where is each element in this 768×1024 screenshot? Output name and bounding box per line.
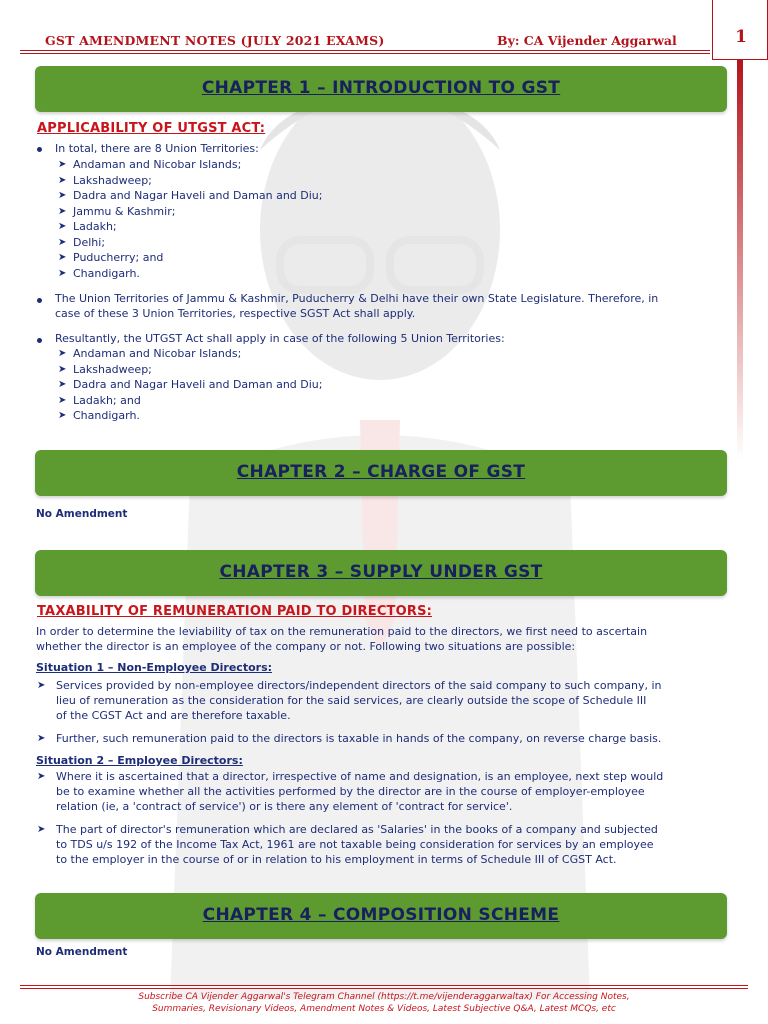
chapter-3-banner: [35, 550, 727, 596]
remuneration-section-heading: TAXABILITY OF REMUNERATION PAID TO DIRECTORS:: [37, 604, 433, 619]
list-item: Puducherry; and: [73, 251, 164, 264]
bullet-icon: [37, 338, 42, 343]
list-item: Dadra and Nagar Haveli and Daman and Diu;: [73, 378, 323, 391]
chapter-4-banner: [35, 893, 727, 939]
chapter-2-note: No Amendment: [36, 508, 128, 520]
situation-text: Where it is ascertained that a director, irrespective of name and designation, is an employee, next step would: [56, 770, 664, 783]
list-item: Andaman and Nicobar Islands;: [73, 347, 242, 360]
list-item: Ladakh;: [73, 220, 117, 233]
arrow-bullet-icon: ➤: [58, 348, 67, 359]
side-accent-bar: [737, 60, 743, 460]
arrow-bullet-icon: ➤: [58, 379, 67, 390]
header-divider-thin: [20, 53, 710, 54]
bullet-text: Resultantly, the UTGST Act shall apply in case of the following 5 Union Territories:: [55, 332, 505, 345]
chapter-2-title: CHAPTER 2 – CHARGE OF GST: [236, 462, 526, 482]
page-footer: [20, 992, 748, 1015]
arrow-bullet-icon: ➤: [37, 771, 46, 782]
list-item: Jammu & Kashmir;: [73, 204, 176, 218]
list-item: Chandigarh.: [73, 409, 140, 422]
bullet-icon: [37, 147, 42, 152]
bullet-icon: [37, 298, 42, 303]
chapter-4-note: No Amendment: [36, 946, 128, 958]
list-item: Lakshadweep;: [73, 173, 152, 187]
chapter-1-title: CHAPTER 1 – INTRODUCTION TO GST: [201, 78, 561, 98]
footer-divider: [20, 985, 748, 986]
list-item: Ladakh; and: [73, 393, 141, 407]
arrow-bullet-icon: ➤: [58, 221, 67, 232]
arrow-bullet-icon: ➤: [37, 733, 46, 744]
list-item: Lakshadweep;: [73, 362, 152, 376]
bullet-text: case of these 3 Union Territories, respective SGST Act shall apply.: [55, 307, 416, 320]
intro-text: whether the director is an employee of the company or not. Following two situations are possible:: [36, 640, 576, 653]
footer-line-2: Summaries, Revisionary Videos, Amendment Notes & Videos, Latest Subjective Q&A, Latest MCQs, etc: [152, 1003, 616, 1014]
document-title: GST AMENDMENT NOTES (JULY 2021 EXAMS): [45, 33, 385, 48]
chapter-3-title: CHAPTER 3 – SUPPLY UNDER GST: [219, 562, 543, 582]
footer-divider-thin: [20, 988, 748, 989]
situation-text: The part of director's remuneration which are declared as 'Salaries' in the books of a company and subjected: [56, 823, 658, 836]
author-credit: By: CA Vijender Aggarwal: [497, 33, 677, 48]
list-item: Chandigarh.: [73, 266, 140, 280]
chapter-1-banner: [35, 66, 727, 112]
utgst-section-heading: APPLICABILITY OF UTGST ACT:: [37, 121, 266, 136]
situation-2-heading: Situation 2 – Employee Directors:: [36, 754, 243, 767]
header-divider: [20, 50, 710, 51]
arrow-bullet-icon: ➤: [58, 363, 67, 375]
chapter-4-title: CHAPTER 4 – COMPOSITION SCHEME: [202, 905, 560, 925]
situation-text: be to examine whether all the activities performed by the director are in the course of employer-employee: [56, 785, 645, 798]
page-number-box: [712, 0, 768, 60]
intro-text: In order to determine the leviability of tax on the remuneration paid to the directors, we first need to ascertain: [36, 625, 648, 638]
arrow-bullet-icon: ➤: [58, 267, 67, 279]
list-item: Andaman and Nicobar Islands;: [73, 158, 242, 171]
list-item: Dadra and Nagar Haveli and Daman and Diu;: [73, 189, 323, 202]
arrow-bullet-icon: ➤: [58, 205, 67, 217]
arrow-bullet-icon: ➤: [58, 394, 67, 406]
situation-text: relation (ie, a 'contract of service') or is there any element of 'contract for service'.: [56, 800, 513, 813]
situation-text: of the CGST Act and are therefore taxable.: [56, 709, 291, 722]
bullet-text: In total, there are 8 Union Territories:: [55, 142, 259, 155]
arrow-bullet-icon: ➤: [58, 190, 67, 201]
arrow-bullet-icon: ➤: [58, 252, 67, 263]
situation-text: to TDS u/s 192 of the Income Tax Act, 1961 are not taxable being consideration for services by an employee: [56, 838, 654, 851]
page-header: [0, 0, 768, 60]
list-item: Delhi;: [73, 235, 106, 249]
bullet-text: The Union Territories of Jammu & Kashmir, Puducherry & Delhi have their own State Legislature. Therefore, in: [55, 292, 659, 305]
situation-1-heading: Situation 1 – Non-Employee Directors:: [36, 661, 273, 674]
situation-text: Further, such remuneration paid to the directors is taxable in hands of the company, on reverse charge basis.: [56, 732, 662, 745]
arrow-bullet-icon: ➤: [58, 174, 67, 186]
page-number: 1: [735, 27, 747, 47]
situation-text: to the employer in the course of or in relation to his employment in terms of Schedule III of CGST Act.: [56, 853, 617, 866]
arrow-bullet-icon: ➤: [37, 680, 46, 691]
arrow-bullet-icon: ➤: [37, 824, 46, 835]
situation-text: Services provided by non-employee directors/independent directors of the said company to such company, in: [56, 679, 662, 692]
chapter-2-banner: [35, 450, 727, 496]
arrow-bullet-icon: ➤: [58, 159, 67, 170]
arrow-bullet-icon: ➤: [58, 236, 67, 248]
arrow-bullet-icon: ➤: [58, 410, 67, 421]
situation-text: lieu of remuneration as the consideration for the said services, are clearly outside the scope of Schedule III: [56, 694, 647, 707]
footer-line-1: Subscribe CA Vijender Aggarwal's Telegram Channel (https://t.me/vijenderaggarwaltax) For Accessing Notes,: [138, 992, 630, 1002]
